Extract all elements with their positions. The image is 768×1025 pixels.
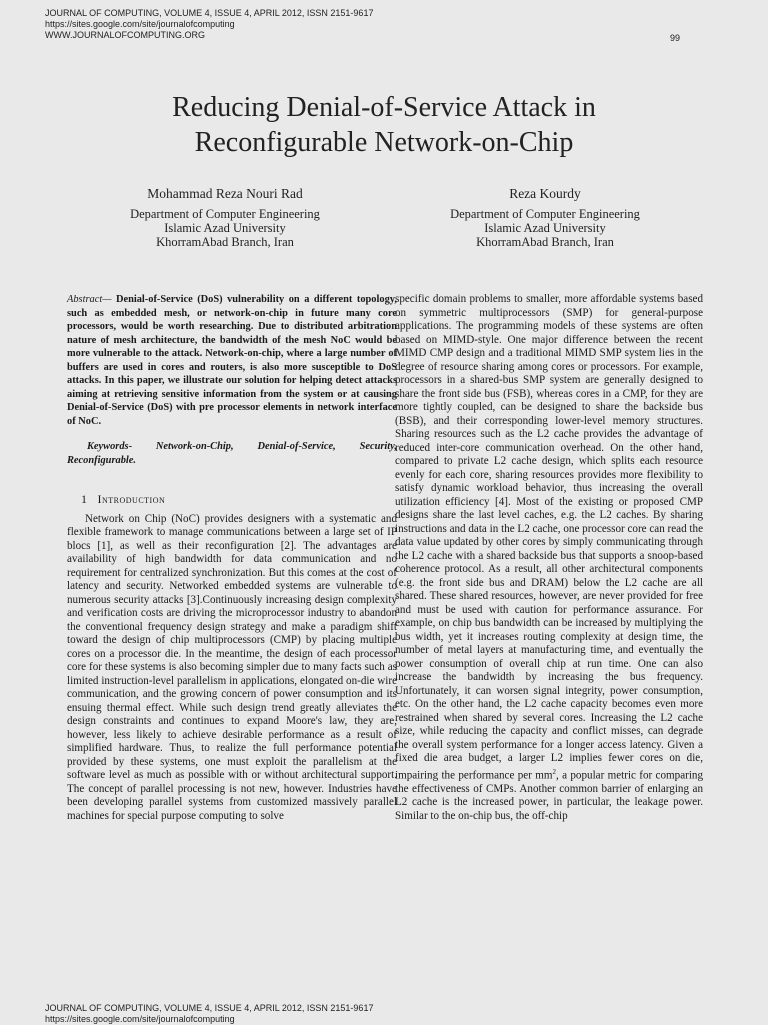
body-text-a: specific domain problems to smaller, more affordable systems based on symmetric multiprocessors (SMP) for general-purpose applications. The programming models of these systems are often based on MIMD-style. One major difference between the recent MIMD CMP design and a traditional MIMD SMP system lies in the degree of resource sharing among cores or processors. For example, processors in a shared-bus SMP system are generally designed to share the front side bus (FSB), whereas cores in a CMP, for they are more tightly coupled, can be designed to share the backside bus (BSB), and their corresponding lower-level memory structures. Sharing resources such as the L2 cache provides the advantage of reduced inter-core communication overhead. On the other hand, compared to private L2 cache design, which splits each resource evenly for each core, sharing resources provides more flexibility to satisfy dynamic workload behavior, thus increasing the overall utilization efficiency [4]. Most of the existing or proposed CMP designs share the last level caches, e.g. the L2 caches. By sharing instructions and data in the L2 cache, one processor core can read the data value updated by other cores by simply communicating through the L2 cache with a shared backside bus that supports a snoop-based coherence protocol. As a result, all other architectural components (e.g. the front side bus and DRAM) below the L2 cache are all shared. These shared resources, however, are never provided for free and must be used with caution for performance assurance. For example, on chip bus bandwidth can be increased by multiplying the bus width, yet it increases routing complexity at design time, the number of metal layers at manufacturing time, and eventually the power consumption of overall chip at run time. One can also increase the bandwidth by increasing the bus frequency. Unfortunately, it can worsen signal integrity, power consumption, etc. On the other hand, the L2 cache capacity becomes even more restrained when shared by several cores. Increasing the L2 cache size, while reducing the capacity and conflict misses, can degrade the overall system performance for a longer access latency. Given a fixed die area budget, a larger L2 implies fewer cores on die, impairing the performance per mm [395, 293, 703, 782]
title-line-1: Reducing Denial-of-Service Attack in [172, 92, 596, 123]
author-branch: KhorramAbad Branch, Iran [476, 235, 614, 249]
intro-paragraph-continued [395, 293, 703, 823]
right-column [395, 293, 703, 823]
author-dept: Department of Computer Engineering [130, 207, 320, 221]
footer-journal: JOURNAL OF COMPUTING, VOLUME 4, ISSUE 4, APRIL 2012, ISSN 2151-9617 [45, 1003, 374, 1013]
author-branch: KhorramAbad Branch, Iran [156, 235, 294, 249]
abstract-text: Denial-of-Service (DoS) vulnerability on a different topology, such as embedded mesh, or network-on-chip in future many core processors, would be worth researching. Due to distributed arbitration nature of mesh architecture, the bandwidth of the mesh NoC would be more vulnerable to the attack. Network-on-chip, where a large number of buffers are used in cores and routers, is also more susceptible to DoS attacks. In this paper, we illustrate our solution for helping detect attacks aiming at retrieving sensitive information from the system or at causing Denial-of-Service (DoS) with pre processor elements in network interface of NoC. [67, 294, 397, 427]
journal-website[interactable]: WWW.JOURNALOFCOMPUTING.ORG [45, 30, 205, 40]
author-2 [380, 187, 710, 249]
footer-url[interactable]: https://sites.google.com/site/journalofcomputing [45, 1014, 235, 1024]
paper-title [0, 90, 768, 160]
author-univ: Islamic Azad University [484, 221, 606, 235]
page-number: 99 [669, 33, 680, 43]
abstract-label: Abstract— [67, 294, 112, 305]
author-name: Reza Kourdy [509, 186, 581, 201]
section-number: 1 [81, 492, 88, 506]
left-column [67, 293, 397, 823]
keywords: Keywords- Network-on-Chip, Denial-of-Service, Security, Reconfigurable. [67, 441, 397, 466]
title-line-2: Reconfigurable Network-on-Chip [194, 127, 574, 158]
intro-paragraph: Network on Chip (NoC) provides designers with a systematic and flexible framework to manage communications between a large set of IP blocs [1], as well as their reconfiguration [2]. The advantages are availability of high bandwidth for data communication and no requirement for centralized synchronization. But this comes at the cost of latency and security. Networked embedded systems are vulnerable to numerous security attacks [3].Continuously increasing design complexity and verification costs are driving the microprocessor industry to abandon the conventional frequency design strategy and make a paradigm shift toward the design of chip multiprocessors (CMP) by placing multiple cores on a processor die. In the meantime, the design of each processor core for these systems is also becoming simpler due to many facts such as limited instruction-level parallelism in applications, elongated on-die wire communication, and the growing concern of power consumption and its ensuing thermal effect. While such design trend greatly alleviates the design constraints and continues to expand Moore's law, they are, however, less likely to achieve desirable performance as a result of simplified hardware. Thus, to realize the full performance potential provided by these systems, one must exploit the parallelism at the software level as much as possible with or without architectural support. The concept of parallel processing is not new, however. Industries have been developing parallel systems from customized massively parallel machines for special purpose computing to solve [67, 512, 397, 822]
superscript: 2 [552, 767, 557, 776]
author-dept: Department of Computer Engineering [450, 207, 640, 221]
journal-url[interactable]: https://sites.google.com/site/journalofcomputing [45, 19, 235, 29]
author-name: Mohammad Reza Nouri Rad [147, 186, 303, 201]
author-1 [60, 187, 390, 249]
author-univ: Islamic Azad University [164, 221, 286, 235]
journal-name: JOURNAL OF COMPUTING, VOLUME 4, ISSUE 4, APRIL 2012, ISSN 2151-9617 [45, 8, 374, 18]
section-title: Introduction [97, 492, 166, 506]
section-heading [81, 493, 397, 507]
abstract [67, 293, 397, 428]
running-footer [45, 1003, 373, 1025]
body-text-b: , a popular metric for comparing the effectiveness of CMPs. Another common barrier of enlarging an L2 cache is the increased power, in particular, the leakage power. Similar to the on-chip bus, the off-chip [395, 769, 703, 822]
running-header [45, 8, 373, 41]
